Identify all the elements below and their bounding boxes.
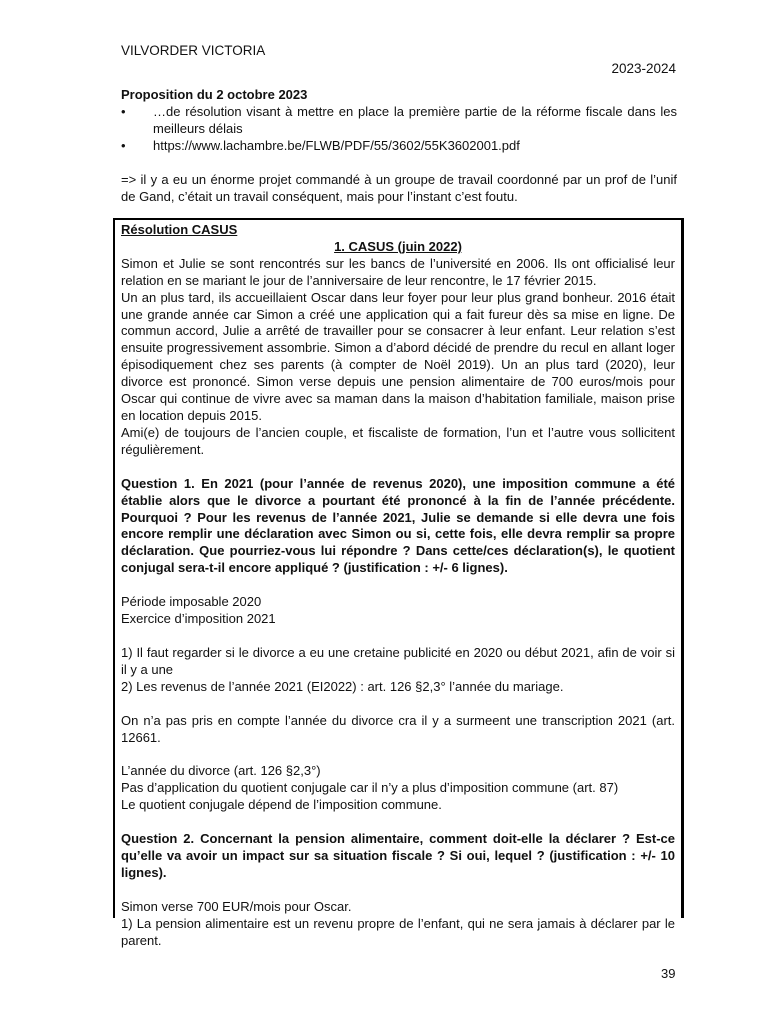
proposition-title: Proposition du 2 octobre 2023 [121, 87, 308, 102]
q1-point-2: 2) Les revenus de l’année 2021 (EI2022) : art. 126 §2,3° l’année du mariage. [121, 678, 564, 694]
q1-no-quotient: Pas d’application du quotient conjugale car il n’y a plus d’imposition commune (art. 87) [121, 780, 619, 796]
question-1: Question 1. En 2021 (pour l’année de revenus 2020), une imposition commune a été établie alors que le divorce a pourtant été prononcé à la fin de l’année précédente. Pourquoi ? Pour les revenus de l’année 2021, Julie se demande si elle devra une fois encore remplir une déclaration avec Simon ou si, cette fois, elle devra remplir sa propre déclaration. Que pourriez-vous lui répondre ? Dans cette/ces déclaration(s), le quotient conjugal sera-t-il encore appliqué ? (justification : +/- 6 lignes). [121, 475, 675, 576]
q1-note: On n’a pas pris en compte l’année du divorce cra il y a surmeent une transcription 2021 (art. 12661. [121, 712, 675, 745]
case-paragraph: Un an plus tard, ils accueillaient Oscar dans leur foyer pour leur plus grand bonheur. 2016 était une grande année car Simon a créé une application qui a fait fureur dès sa mise en ligne. De commun accord, Julie a arrêté de travailler pour se consacrer à leur enfant. Leur relation s’est ensuite progressivement assombrie. Simon a d’abord décidé de prendre du recul en allant loger épisodiquement chez ses parents (à compter de Noël 2019). Un an plus tard (2020), leur divorce est prononcé. Simon verse depuis une pension alimentaire de 700 euros/mois pour Oscar qui continue de vivre avec sa maman dans la maison d’habitation familiale, maison prise en location depuis 2015. [121, 289, 675, 423]
bullet-item: • …de résolution visant à mettre en place la première partie de la réforme fiscale dans les meilleurs délais [121, 103, 677, 137]
q2-line-1: Simon verse 700 EUR/mois pour Oscar. [121, 898, 352, 914]
q1-point-1: 1) Il faut regarder si le divorce a eu une cretaine publicité en 2020 ou début 2021, afin de voir si il y a une [121, 644, 675, 677]
header-author: VILVORDER VICTORIA [121, 43, 266, 58]
case-paragraph: Ami(e) de toujours de l’ancien couple, et fiscaliste de formation, l’un et l’autre vous sollicitent régulièrement. [121, 424, 675, 457]
intro-section [121, 86, 677, 205]
case-title: 1. CASUS (juin 2022) [334, 238, 462, 254]
casus-box [113, 218, 684, 948]
page-number: 39 [661, 966, 676, 981]
q1-year-divorce: L’année du divorce (art. 126 §2,3°) [121, 763, 321, 779]
case-paragraph: Simon et Julie se sont rencontrés sur les bancs de l’université en 2006. Ils ont officialisé leur relation en se mariant le jour de l’anniversaire de leur rencontre, le 17 février 2015. [121, 255, 675, 288]
section-title: Résolution CASUS [121, 222, 238, 237]
bullet-link[interactable]: • https://www.lachambre.be/FLWB/PDF/55/3602/55K3602001.pdf [121, 137, 677, 154]
q1-exercise: Exercice d’imposition 2021 [121, 611, 276, 627]
q2-point-1: 1) La pension alimentaire est un revenu propre de l’enfant, qui ne sera jamais à déclarer par le parent. [121, 915, 675, 948]
q1-period: Période imposable 2020 [121, 594, 262, 610]
intro-note: => il y a eu un énorme projet commandé à un groupe de travail coordonné par un prof de l’unif de Gand, c’était un travail conséquent, mais pour l’instant c’est foutu. [121, 172, 677, 204]
proposition-bullets [121, 103, 677, 154]
header-year: 2023-2024 [611, 61, 676, 76]
q1-depends: Le quotient conjugale dépend de l’imposition commune. [121, 797, 442, 813]
question-2: Question 2. Concernant la pension alimentaire, comment doit-elle la déclarer ? Est-ce qu’elle va avoir un impact sur sa situation fiscale ? Si oui, lequel ? (justification : +/- 10 lignes). [121, 831, 675, 880]
